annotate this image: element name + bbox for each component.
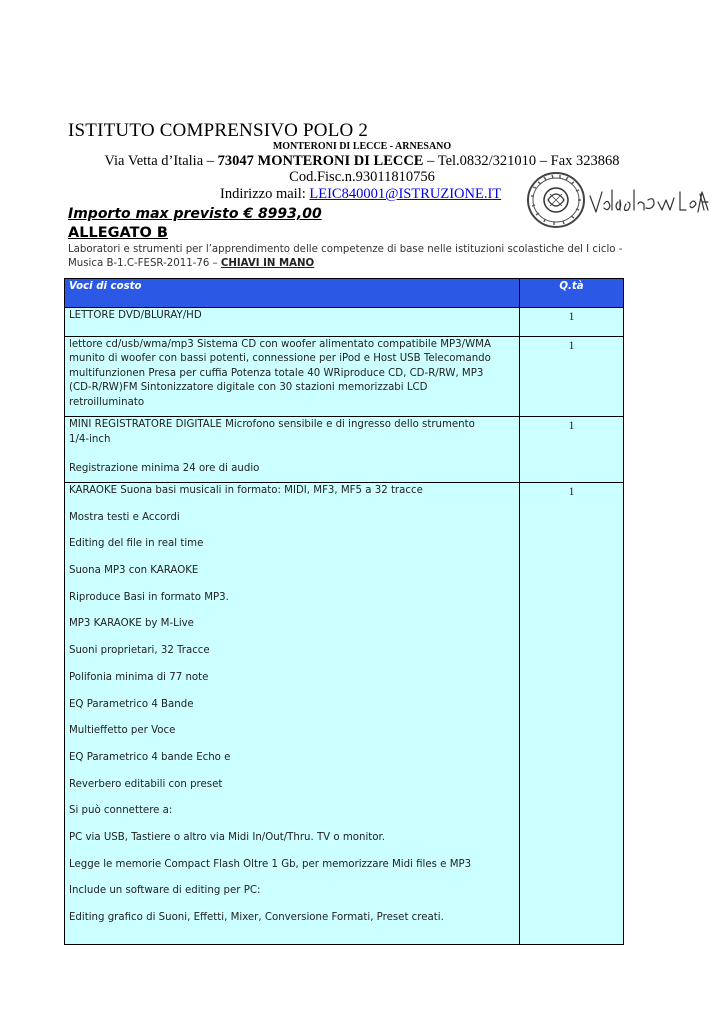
table-row (65, 308, 624, 337)
table-header-row (65, 279, 624, 308)
table-row (65, 336, 624, 417)
cost-items-table (64, 278, 624, 945)
item-line: multifunzionen Presa per cuffia Potenza totale 40 WRiproduce CD, CD-R/RW, MP3 (69, 367, 484, 379)
description-line-2-prefix: Musica B-1.C-FESR-2011-76 – (68, 258, 221, 269)
address-suffix: – Tel.0832/321010 – Fax 323868 (423, 153, 620, 169)
item-line: Legge le memorie Compact Flash Oltre 1 Gb, per memorizzare Midi files e MP3 (69, 858, 472, 870)
description-chiavi: CHIAVI IN MANO (220, 258, 315, 269)
item-line: Editing grafico di Suoni, Effetti, Mixer, Conversione Formati, Preset creati. (69, 912, 444, 923)
item-line: Suoni proprietari, 32 Tracce (69, 645, 210, 657)
mail-line (220, 186, 501, 203)
item-line: MINI REGISTRATORE DIGITALE Microfono sensibile e di ingresso dello strumento (69, 419, 475, 430)
item-line: EQ Parametrico 4 bande Echo e (69, 751, 231, 763)
handwritten-signature (588, 186, 714, 220)
item-line: Suona MP3 con KARAOKE (69, 565, 199, 577)
header-voci-di-costo: Voci di costo (65, 279, 520, 308)
item-line: munito di woofer con bassi potenti, connessione per iPod e Host USB Telecomando (69, 353, 491, 364)
school-subtitle: MONTERONI DI LECCE - ARNESANO (272, 141, 452, 152)
item-line: Multieffetto per Voce (69, 725, 176, 737)
item-line: Polifonia minima di 77 note (69, 671, 209, 683)
item-description (65, 308, 520, 337)
item-line: (CD-R/RW)FM Sintonizzatore digitale con 30 stazioni memorizzabi LCD (69, 382, 428, 393)
school-title: ISTITUTO COMPRENSIVO POLO 2 (68, 120, 369, 141)
item-line: EQ Parametrico 4 Bande (69, 698, 194, 710)
item-line: Reverbero editabili con preset (69, 778, 223, 790)
item-line (69, 447, 515, 462)
table-row (65, 417, 624, 483)
item-line: KARAOKE Suona basi musicali in formato: MIDI, MF3, MF5 a 32 tracce (69, 485, 423, 496)
item-quantity: 1 (520, 308, 624, 337)
item-line: Registrazione minima 24 ore di audio (69, 462, 260, 474)
item-line: Riproduce Basi in formato MP3. (69, 591, 229, 603)
item-description (65, 483, 520, 945)
item-line: Mostra testi e Accordi (69, 511, 180, 523)
address-prefix: Via Vetta d’Italia – (104, 153, 218, 169)
item-quantity: 1 (520, 417, 624, 483)
project-description (68, 243, 638, 271)
school-seal-stamp (524, 170, 588, 230)
item-line: Include un software di editing per PC: (69, 885, 261, 897)
item-line: LETTORE DVD/BLURAY/HD (69, 310, 202, 321)
item-quantity: 1 (520, 483, 624, 945)
item-line: 1/4-inch (69, 433, 111, 445)
description-line-1: Laboratori e strumenti per l’apprendimento delle competenze di base nelle istituzioni scolastiche del I ciclo - (68, 244, 623, 255)
header-quantita: Q.tà (520, 279, 624, 308)
fiscal-code: Cod.Fisc.n.93011810756 (289, 169, 435, 185)
item-line: MP3 KARAOKE by M-Live (69, 618, 194, 630)
item-line: Si può connettere a: (69, 805, 173, 817)
item-line: retroilluminato (69, 396, 145, 408)
max-amount: Importo max previsto € 8993,00 (68, 206, 322, 222)
item-line: Editing del file in real time (69, 538, 204, 550)
address-cap-city: 73047 MONTERONI DI LECCE (217, 153, 424, 169)
attachment-label: ALLEGATO B (68, 225, 168, 241)
table-row (65, 483, 624, 945)
item-description (65, 417, 520, 483)
item-quantity: 1 (520, 336, 624, 417)
school-address (0, 153, 724, 170)
item-description (65, 336, 520, 417)
item-line: PC via USB, Tastiere o altro via Midi In/Out/Thru. TV o monitor. (69, 831, 386, 843)
item-line: lettore cd/usb/wma/mp3 Sistema CD con woofer alimentato compatibile MP3/WMA (69, 338, 491, 350)
mail-label: Indirizzo mail: (220, 186, 310, 202)
mail-link[interactable]: LEIC840001@ISTRUZIONE.IT (309, 186, 502, 202)
